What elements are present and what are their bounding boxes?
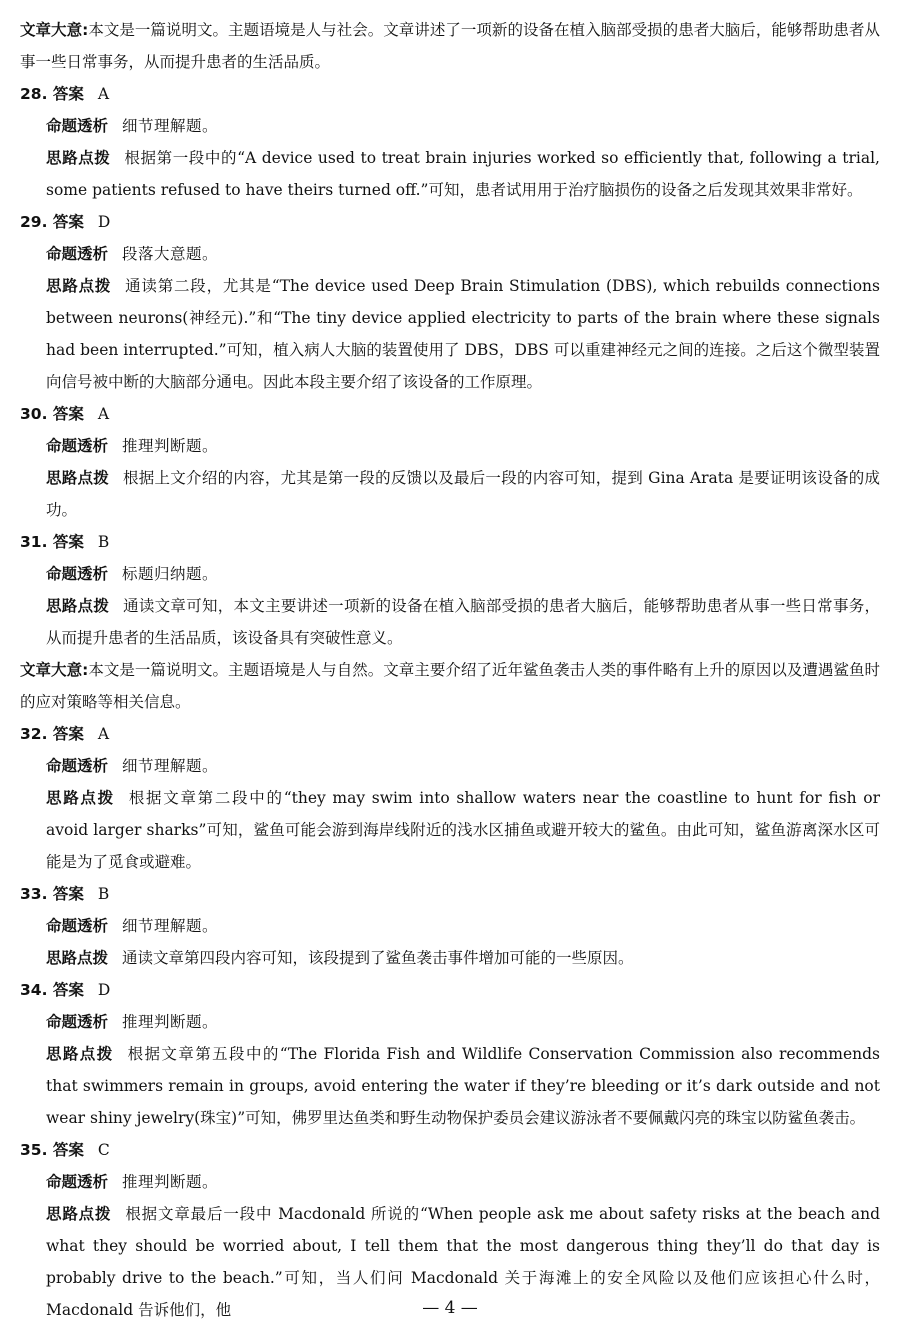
question-number: 35.	[20, 1141, 48, 1159]
hint-label: 思路点拨	[46, 277, 112, 295]
hint-text: 根据上文介绍的内容，尤其是第一段的反馈以及最后一段的内容可知，提到 Gina Arata 是要证明该设备的成功。	[46, 469, 880, 519]
summary-label: 文章大意:	[20, 21, 89, 39]
hint-text: 根据文章最后一段中 Macdonald 所说的“When people ask me about safety risks at the beach and what they should be worried about, I tell them that the most dangerous thing they’ll do that day is probably drive to the beach.”可知，当人们问 Macdonald 关于海滩上的安全风险以及他们应该担心什么时，Macdonald 告诉他们，他	[46, 1205, 880, 1319]
analysis-label: 命题透析	[46, 117, 109, 135]
answer-line	[20, 398, 880, 430]
analysis-text: 推理判断题。	[122, 437, 219, 455]
answer-letter: A	[97, 405, 110, 423]
answer-label: 答案	[52, 981, 84, 999]
hint-text: 根据文章第五段中的“The Florida Fish and Wildlife Conservation Commission also recommends that swimmers remain in groups, avoid entering the water if they’re bleeding or it’s dark outside and not wear shiny jewelry(珠宝)”可知，佛罗里达鱼类和野生动物保护委员会建议游泳者不要佩戴闪亮的珠宝以防鲨鱼袭击。	[46, 1045, 880, 1127]
answer-line	[20, 974, 880, 1006]
hint-text: 根据文章第二段中的“they may swim into shallow waters near the coastline to hunt for fish or avoid larger sharks”可知，鲨鱼可能会游到海岸线附近的浅水区捕鱼或避开较大的鲨鱼。由此可知，鲨鱼游离深水区可能是为了觅食或避难。	[46, 789, 880, 871]
analysis-line	[20, 558, 880, 590]
analysis-line	[20, 1166, 880, 1198]
hint-line	[20, 462, 880, 526]
summary-text: 本文是一篇说明文。主题语境是人与自然。文章主要介绍了近年鲨鱼袭击人类的事件略有上升的原因以及遭遇鲨鱼时的应对策略等相关信息。	[20, 661, 880, 711]
hint-label: 思路点拨	[46, 949, 109, 967]
question-number: 33.	[20, 885, 48, 903]
analysis-label: 命题透析	[46, 1013, 109, 1031]
passage-summary	[20, 654, 880, 718]
hint-label: 思路点拨	[46, 1045, 114, 1063]
question-number: 32.	[20, 725, 48, 743]
analysis-text: 推理判断题。	[122, 1173, 219, 1191]
analysis-label: 命题透析	[46, 757, 109, 775]
answer-label: 答案	[52, 885, 84, 903]
question-number: 31.	[20, 533, 48, 551]
answer-letter: A	[97, 85, 110, 103]
analysis-line	[20, 110, 880, 142]
answer-label: 答案	[52, 533, 84, 551]
question-number: 29.	[20, 213, 48, 231]
hint-line	[20, 942, 880, 974]
analysis-text: 段落大意题。	[122, 245, 219, 263]
hint-label: 思路点拨	[46, 149, 111, 167]
answer-letter: D	[97, 981, 111, 999]
answer-letter: D	[97, 213, 111, 231]
passage-summary	[20, 14, 880, 78]
hint-text: 根据第一段中的“A device used to treat brain injuries worked so efficiently that, following a trial, some patients refused to have theirs turned off.”可知，患者试用用于治疗脑损伤的设备之后发现其效果非常好。	[46, 149, 880, 199]
answer-label: 答案	[52, 1141, 84, 1159]
question-item	[20, 78, 880, 206]
hint-label: 思路点拨	[46, 789, 115, 807]
analysis-text: 细节理解题。	[122, 117, 219, 135]
analysis-text: 细节理解题。	[122, 757, 219, 775]
analysis-label: 命题透析	[46, 1173, 109, 1191]
analysis-text: 推理判断题。	[122, 1013, 219, 1031]
question-number: 30.	[20, 405, 48, 423]
answer-line	[20, 718, 880, 750]
question-item	[20, 398, 880, 526]
answer-line	[20, 1134, 880, 1166]
answer-label: 答案	[52, 405, 84, 423]
passage-section	[20, 654, 880, 1326]
hint-label: 思路点拨	[46, 1205, 112, 1223]
analysis-line	[20, 1006, 880, 1038]
answer-letter: C	[97, 1141, 110, 1159]
page-number: — 4 —	[422, 1298, 478, 1318]
question-item	[20, 878, 880, 974]
hint-label: 思路点拨	[46, 469, 110, 487]
analysis-label: 命题透析	[46, 917, 109, 935]
analysis-label: 命题透析	[46, 245, 109, 263]
summary-text: 本文是一篇说明文。主题语境是人与社会。文章讲述了一项新的设备在植入脑部受损的患者大脑后，能够帮助患者从事一些日常事务，从而提升患者的生活品质。	[20, 21, 880, 71]
analysis-line	[20, 430, 880, 462]
answer-line	[20, 78, 880, 110]
answer-letter: B	[97, 533, 110, 551]
hint-text: 通读第二段，尤其是“The device used Deep Brain Stimulation (DBS), which rebuilds connections between neurons(神经元).”和“The tiny device applied electricity to parts of the brain where these signals had been interrupted.”可知，植入病人大脑的装置使用了 DBS，DBS 可以重建神经元之间的连接。之后这个微型装置向信号被中断的大脑部分通电。因此本段主要介绍了该设备的工作原理。	[46, 277, 880, 391]
question-item	[20, 974, 880, 1134]
question-number: 28.	[20, 85, 48, 103]
analysis-label: 命题透析	[46, 565, 109, 583]
hint-text: 通读文章第四段内容可知，该段提到了鲨鱼袭击事件增加可能的一些原因。	[122, 949, 634, 967]
passage-section	[20, 14, 880, 654]
answer-line	[20, 206, 880, 238]
analysis-label: 命题透析	[46, 437, 109, 455]
question-item	[20, 718, 880, 878]
hint-line	[20, 1038, 880, 1134]
answer-letter: A	[97, 725, 110, 743]
answer-label: 答案	[52, 725, 84, 743]
answer-line	[20, 526, 880, 558]
hint-line	[20, 270, 880, 398]
analysis-line	[20, 750, 880, 782]
question-item	[20, 206, 880, 398]
question-item	[20, 526, 880, 654]
summary-label: 文章大意:	[20, 661, 89, 679]
hint-line	[20, 782, 880, 878]
hint-line	[20, 142, 880, 206]
analysis-line	[20, 910, 880, 942]
analysis-text: 标题归纳题。	[122, 565, 219, 583]
hint-text: 通读文章可知，本文主要讲述一项新的设备在植入脑部受损的患者大脑后，能够帮助患者从事一些日常事务，从而提升患者的生活品质，该设备具有突破性意义。	[46, 597, 880, 647]
analysis-text: 细节理解题。	[122, 917, 219, 935]
answer-label: 答案	[52, 213, 84, 231]
analysis-line	[20, 238, 880, 270]
answer-label: 答案	[52, 85, 84, 103]
question-number: 34.	[20, 981, 48, 999]
answer-line	[20, 878, 880, 910]
hint-line	[20, 590, 880, 654]
hint-label: 思路点拨	[46, 597, 110, 615]
answer-letter: B	[97, 885, 110, 903]
